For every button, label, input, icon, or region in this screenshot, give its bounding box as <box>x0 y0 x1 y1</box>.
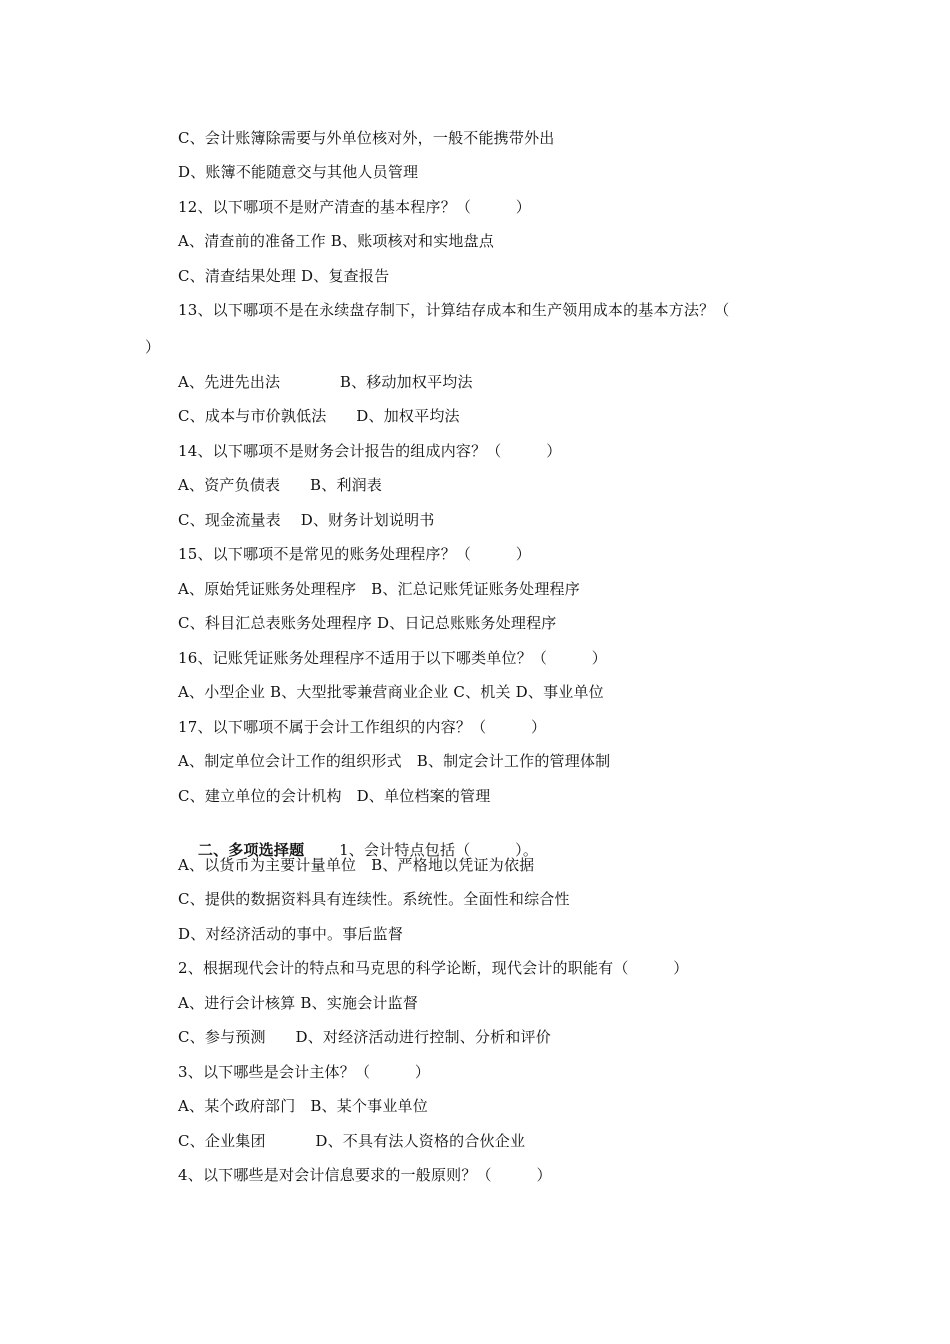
question-line: 2、根据现代会计的特点和马克思的科学论断，现代会计的职能有（ ） <box>178 959 689 977</box>
option-line: A、某个政府部门 B、某个事业单位 <box>178 1097 428 1115</box>
option-line: C、会计账簿除需要与外单位核对外，一般不能携带外出 <box>178 129 555 147</box>
question-line: 15、以下哪项不是常见的账务处理程序？（ ） <box>178 545 532 563</box>
question-line: 14、以下哪项不是财务会计报告的组成内容？（ ） <box>178 442 562 460</box>
option-line: A、原始凭证账务处理程序 B、汇总记账凭证账务处理程序 <box>178 580 580 598</box>
question-line: 16、记账凭证账务处理程序不适用于以下哪类单位？（ ） <box>178 649 608 667</box>
option-line: D、账簿不能随意交与其他人员管理 <box>178 163 419 181</box>
option-line: A、清查前的准备工作 B、账项核对和实地盘点 <box>178 232 495 250</box>
option-line: A、制定单位会计工作的组织形式 B、制定会计工作的管理体制 <box>178 752 611 770</box>
option-line: C、参与预测 D、对经济活动进行控制、分析和评价 <box>178 1028 551 1046</box>
option-line: A、以货币为主要计量单位 B、严格地以凭证为依据 <box>178 856 535 874</box>
option-line: C、清查结果处理 D、复查报告 <box>178 267 390 285</box>
question-line: 13、以下哪项不是在永续盘存制下，计算结存成本和生产领用成本的基本方法？（ <box>178 301 730 319</box>
option-line: A、资产负债表 B、利润表 <box>178 476 383 494</box>
question-line-continuation: ） <box>145 338 161 356</box>
option-line: C、提供的数据资料具有连续性。系统性。全面性和综合性 <box>178 890 570 908</box>
option-line: C、成本与市价孰低法 D、加权平均法 <box>178 407 460 425</box>
section-heading: 二、多项选择题 <box>197 841 305 859</box>
question-line: 3、以下哪些是会计主体？（ ） <box>178 1063 431 1081</box>
option-line: A、先进先出法 B、移动加权平均法 <box>178 373 473 391</box>
option-line: C、企业集团 D、不具有法人资格的合伙企业 <box>178 1132 526 1150</box>
option-line: A、进行会计核算 B、实施会计监督 <box>178 994 419 1012</box>
question-line: 12、以下哪项不是财产清查的基本程序？（ ） <box>178 198 532 216</box>
question-line: 17、以下哪项不属于会计工作组织的内容？（ ） <box>178 718 547 736</box>
option-line: C、科目汇总表账务处理程序 D、日记总账账务处理程序 <box>178 614 557 632</box>
option-line: A、小型企业 B、大型批零兼营商业企业 C、机关 D、事业单位 <box>178 683 604 701</box>
question-line: 1、会计特点包括（ ）。 <box>339 841 539 859</box>
option-line: D、对经济活动的事中。事后监督 <box>178 925 404 943</box>
question-line: 4、以下哪些是对会计信息要求的一般原则？（ ） <box>178 1166 552 1184</box>
option-line: C、建立单位的会计机构 D、单位档案的管理 <box>178 787 491 805</box>
option-line: C、现金流量表 D、财务计划说明书 <box>178 511 435 529</box>
